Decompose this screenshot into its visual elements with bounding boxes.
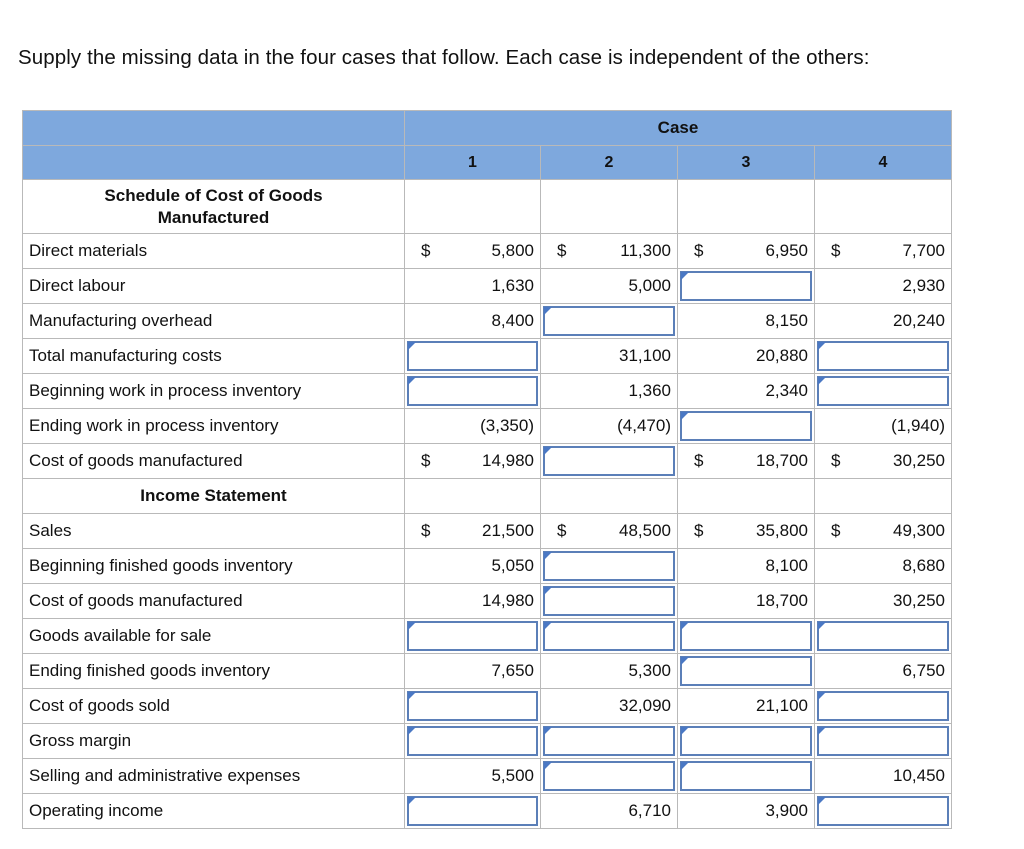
- answer-input-case-1[interactable]: [407, 726, 538, 756]
- case-3-cell: [678, 724, 815, 759]
- currency-symbol: $: [557, 241, 567, 260]
- answer-input-case-2[interactable]: [543, 761, 675, 791]
- answer-input-case-1[interactable]: [407, 341, 538, 371]
- cell-value: 48,500: [619, 521, 671, 540]
- row-label: Cost of goods sold: [23, 689, 405, 724]
- cell-value: 31,100: [619, 346, 671, 365]
- case-4-cell: [815, 234, 952, 269]
- case-1-cell: [405, 339, 541, 374]
- row-label: Beginning work in process inventory: [23, 374, 405, 409]
- row-label: Cost of goods manufactured: [23, 444, 405, 479]
- cell-value: 30,250: [893, 591, 945, 610]
- case-1-cell: [405, 409, 541, 444]
- answer-input-case-2[interactable]: [543, 726, 675, 756]
- case-1-cell: [405, 444, 541, 479]
- case-1-cell: [405, 584, 541, 619]
- row-label: Ending work in process inventory: [23, 409, 405, 444]
- cell-value: 18,700: [756, 451, 808, 470]
- row-beginning-fg: [23, 549, 952, 584]
- row-label: Cost of goods manufactured: [23, 584, 405, 619]
- cell-value: 7,650: [491, 661, 534, 680]
- case-1-cell: [405, 619, 541, 654]
- case-3-cell: [678, 234, 815, 269]
- currency-symbol: $: [421, 451, 431, 470]
- row-goods-available: [23, 619, 952, 654]
- case-4-cell: [815, 269, 952, 304]
- case-number-1: 1: [405, 146, 541, 180]
- answer-input-case-3[interactable]: [680, 656, 812, 686]
- cell-value: 21,100: [756, 696, 808, 715]
- row-label: Direct materials: [23, 234, 405, 269]
- income-statement-heading: Income Statement: [23, 479, 405, 514]
- case-3-cell: [678, 654, 815, 689]
- case-number-4: 4: [815, 146, 952, 180]
- cell-value: 8,680: [902, 556, 945, 575]
- case-4-cell: [815, 444, 952, 479]
- case-2-cell: [541, 759, 678, 794]
- case-4-cell: [815, 689, 952, 724]
- case-3-cell: [678, 339, 815, 374]
- row-label: Operating income: [23, 794, 405, 829]
- case-4-cell: [815, 619, 952, 654]
- currency-symbol: $: [557, 521, 567, 540]
- answer-input-case-3[interactable]: [680, 271, 812, 301]
- cell-value: 20,880: [756, 346, 808, 365]
- row-total-manufacturing-costs: [23, 339, 952, 374]
- answer-input-case-1[interactable]: [407, 796, 538, 826]
- header-blank-cell: [23, 146, 405, 180]
- cell-value: 35,800: [756, 521, 808, 540]
- case-1-cell: [405, 514, 541, 549]
- cell-value: 18,700: [756, 591, 808, 610]
- case-3-cell: [678, 549, 815, 584]
- answer-input-case-2[interactable]: [543, 551, 675, 581]
- case-4-cell: [815, 339, 952, 374]
- instructions-text: Supply the missing data in the four cases that follow. Each case is independent of the others:: [18, 46, 870, 69]
- case-2-cell: [541, 304, 678, 339]
- row-beginning-wip: [23, 374, 952, 409]
- case-2-cell: [541, 339, 678, 374]
- blank-cell: [541, 180, 678, 234]
- cell-value: 1,630: [491, 276, 534, 295]
- row-label: Ending finished goods inventory: [23, 654, 405, 689]
- cell-value: 5,800: [491, 241, 534, 260]
- cell-value: 5,050: [491, 556, 534, 575]
- cell-value: 32,090: [619, 696, 671, 715]
- case-3-cell: [678, 584, 815, 619]
- case-4-cell: [815, 549, 952, 584]
- blank-cell: [678, 479, 815, 514]
- case-4-cell: [815, 759, 952, 794]
- cell-value: 3,900: [765, 801, 808, 820]
- case-4-cell: [815, 794, 952, 829]
- case-2-cell: [541, 689, 678, 724]
- row-ending-fg: [23, 654, 952, 689]
- row-label: Goods available for sale: [23, 619, 405, 654]
- blank-cell: [815, 180, 952, 234]
- row-label: Gross margin: [23, 724, 405, 759]
- case-3-cell: [678, 304, 815, 339]
- currency-symbol: $: [421, 521, 431, 540]
- case-2-cell: [541, 619, 678, 654]
- row-label: Total manufacturing costs: [23, 339, 405, 374]
- row-manufacturing-overhead: [23, 304, 952, 339]
- cell-value: (3,350): [480, 416, 534, 435]
- row-sales: [23, 514, 952, 549]
- case-header: Case: [405, 111, 952, 146]
- answer-input-case-4[interactable]: [817, 341, 949, 371]
- case-4-cell: [815, 584, 952, 619]
- case-1-cell: [405, 234, 541, 269]
- currency-symbol: $: [831, 241, 841, 260]
- answer-input-case-2[interactable]: [543, 306, 675, 336]
- row-sga: [23, 759, 952, 794]
- cell-value: 6,950: [765, 241, 808, 260]
- case-1-cell: [405, 689, 541, 724]
- cell-value: 20,240: [893, 311, 945, 330]
- cell-value: 21,500: [482, 521, 534, 540]
- case-1-cell: [405, 724, 541, 759]
- answer-input-case-2[interactable]: [543, 621, 675, 651]
- cell-value: 8,100: [765, 556, 808, 575]
- answer-input-case-2[interactable]: [543, 446, 675, 476]
- cell-value: 10,450: [893, 766, 945, 785]
- case-3-cell: [678, 794, 815, 829]
- header-blank-cell: [23, 111, 405, 146]
- row-direct-materials: [23, 234, 952, 269]
- case-2-cell: [541, 444, 678, 479]
- answer-input-case-3[interactable]: [680, 761, 812, 791]
- blank-cell: [678, 180, 815, 234]
- currency-symbol: $: [694, 521, 704, 540]
- case-1-cell: [405, 304, 541, 339]
- currency-symbol: $: [694, 241, 704, 260]
- cell-value: 49,300: [893, 521, 945, 540]
- cell-value: 30,250: [893, 451, 945, 470]
- answer-input-case-1[interactable]: [407, 621, 538, 651]
- case-1-cell: [405, 654, 541, 689]
- row-cogs: [23, 689, 952, 724]
- case-2-cell: [541, 269, 678, 304]
- row-direct-labour: [23, 269, 952, 304]
- case-4-cell: [815, 654, 952, 689]
- cost-schedule-table-wrapper: [22, 110, 952, 829]
- answer-input-case-4[interactable]: [817, 796, 949, 826]
- answer-input-case-4[interactable]: [817, 621, 949, 651]
- cell-value: 5,300: [628, 661, 671, 680]
- blank-cell: [541, 479, 678, 514]
- row-ending-wip: [23, 409, 952, 444]
- cost-schedule-table: [22, 110, 952, 829]
- case-3-cell: [678, 759, 815, 794]
- case-4-cell: [815, 374, 952, 409]
- answer-input-case-3[interactable]: [680, 411, 812, 441]
- cell-value: 5,500: [491, 766, 534, 785]
- case-1-cell: [405, 269, 541, 304]
- cell-value: 6,750: [902, 661, 945, 680]
- row-label: Manufacturing overhead: [23, 304, 405, 339]
- answer-input-case-2[interactable]: [543, 586, 675, 616]
- answer-input-case-1[interactable]: [407, 376, 538, 406]
- cell-value: 1,360: [628, 381, 671, 400]
- case-3-cell: [678, 269, 815, 304]
- case-number-2: 2: [541, 146, 678, 180]
- case-2-cell: [541, 549, 678, 584]
- case-3-cell: [678, 619, 815, 654]
- case-2-cell: [541, 724, 678, 759]
- blank-cell: [405, 479, 541, 514]
- case-4-cell: [815, 514, 952, 549]
- case-3-cell: [678, 444, 815, 479]
- cell-value: 11,300: [620, 241, 671, 260]
- cell-value: 2,340: [765, 381, 808, 400]
- currency-symbol: $: [694, 451, 704, 470]
- case-3-cell: [678, 374, 815, 409]
- row-label: Beginning finished goods inventory: [23, 549, 405, 584]
- case-4-cell: [815, 304, 952, 339]
- case-1-cell: [405, 374, 541, 409]
- cell-value: 14,980: [482, 591, 534, 610]
- case-2-cell: [541, 794, 678, 829]
- row-operating-income: [23, 794, 952, 829]
- cell-value: 14,980: [482, 451, 534, 470]
- row-label: Selling and administrative expenses: [23, 759, 405, 794]
- cell-value: (4,470): [617, 416, 671, 435]
- blank-cell: [405, 180, 541, 234]
- case-2-cell: [541, 409, 678, 444]
- case-4-cell: [815, 724, 952, 759]
- answer-input-case-4[interactable]: [817, 726, 949, 756]
- cell-value: 7,700: [902, 241, 945, 260]
- currency-symbol: $: [421, 241, 431, 260]
- case-2-cell: [541, 374, 678, 409]
- case-3-cell: [678, 514, 815, 549]
- answer-input-case-3[interactable]: [680, 621, 812, 651]
- row-gross-margin: [23, 724, 952, 759]
- case-2-cell: [541, 234, 678, 269]
- case-2-cell: [541, 654, 678, 689]
- row-label: Direct labour: [23, 269, 405, 304]
- row-cogm: [23, 444, 952, 479]
- row-label: Sales: [23, 514, 405, 549]
- cell-value: (1,940): [891, 416, 945, 435]
- row-cogm-is: [23, 584, 952, 619]
- case-number-3: 3: [678, 146, 815, 180]
- answer-input-case-1[interactable]: [407, 691, 538, 721]
- cell-value: 8,400: [491, 311, 534, 330]
- case-1-cell: [405, 794, 541, 829]
- case-4-cell: [815, 409, 952, 444]
- schedule-heading: Schedule of Cost of Goods Manufactured: [23, 180, 405, 234]
- cell-value: 6,710: [628, 801, 671, 820]
- blank-cell: [815, 479, 952, 514]
- answer-input-case-4[interactable]: [817, 691, 949, 721]
- case-3-cell: [678, 409, 815, 444]
- currency-symbol: $: [831, 521, 841, 540]
- case-2-cell: [541, 514, 678, 549]
- answer-input-case-4[interactable]: [817, 376, 949, 406]
- cell-value: 5,000: [628, 276, 671, 295]
- case-2-cell: [541, 584, 678, 619]
- answer-input-case-3[interactable]: [680, 726, 812, 756]
- case-1-cell: [405, 549, 541, 584]
- currency-symbol: $: [831, 451, 841, 470]
- cell-value: 8,150: [765, 311, 808, 330]
- case-1-cell: [405, 759, 541, 794]
- case-3-cell: [678, 689, 815, 724]
- cell-value: 2,930: [902, 276, 945, 295]
